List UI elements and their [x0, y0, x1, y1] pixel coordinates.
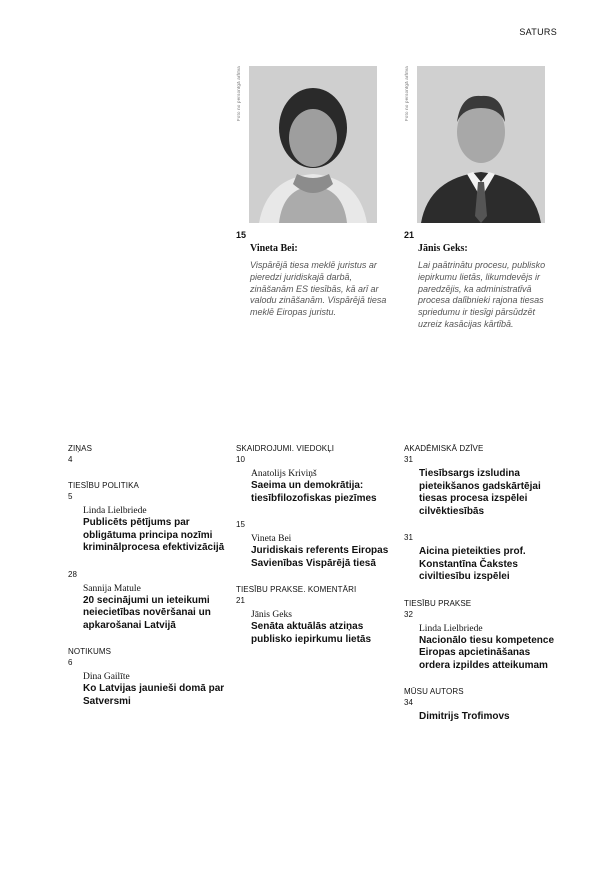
page-number: 10	[236, 455, 245, 464]
portrait-photo	[249, 66, 377, 223]
toc-column	[68, 443, 228, 722]
toc-section	[68, 646, 228, 708]
feature-page-number: 15	[236, 230, 247, 240]
article-title[interactable]: Ko Latvijas jaunieši domā par Satversmi	[83, 683, 225, 707]
article-title[interactable]: Aicina pieteikties prof. Konstantīna Čakstes civiltiesību izspēlei	[419, 546, 526, 582]
feature-quote: Lai paātrinātu procesu, publisko iepirkumu lietās, likumdevējs ir paredzējis, ka administratīvā procesa dalībnieki rajona tiesas spriedumu ir tiesīgi pārsūdzēt uzreiz kasācijas kārtībā.	[418, 260, 546, 329]
toc-entry[interactable]	[68, 491, 228, 555]
page-number: 6	[68, 658, 73, 667]
toc-column	[404, 443, 564, 738]
page-number: 32	[404, 609, 413, 619]
article-title[interactable]: Tiesībsargs izsludina pieteikšanos gadskārtējai tiesas procesa izspēlei cilvēktiesībās	[419, 468, 541, 517]
page-number: 21	[236, 596, 245, 605]
toc-section	[404, 598, 564, 673]
photo-credit: Foto no personīgā arhīva	[404, 66, 409, 122]
toc-entry[interactable]	[68, 657, 228, 708]
feature-person-name: Jānis Geks:	[418, 243, 468, 254]
page-number: 34	[404, 698, 413, 707]
article-author: Linda Lielbriede	[83, 506, 147, 516]
section-category: TIESĪBU PRAKSE. KOMENTĀRI	[236, 585, 357, 594]
toc-entry[interactable]	[236, 519, 396, 570]
article-author: Jānis Geks	[251, 610, 292, 620]
article-author: Linda Lielbriede	[419, 623, 483, 634]
page-number: 5	[68, 492, 73, 501]
toc-section	[404, 443, 564, 584]
article-author: Vineta Bei	[251, 534, 292, 544]
article-title[interactable]: 20 secinājumi un ieteikumi neiecietības novēršanai un apkarošanai Latvijā	[83, 594, 211, 631]
article-author: Dina Gailīte	[83, 672, 130, 682]
article-title[interactable]: Senāta aktuālās atziņas publisko iepirkumu lietās	[251, 621, 372, 645]
portrait-photo	[417, 66, 545, 223]
section-category: TIESĪBU POLITIKA	[68, 481, 139, 490]
feature-person-name: Vineta Bei:	[250, 243, 298, 254]
feature-quote: Vispārējā tiesa meklē juristus ar pieredzi juridiskajā darbā, zināšanām ES tiesībās, kā arī ar valodu zināšanām. Vispārējā tiesa meklē Eiropas juristu.	[250, 260, 387, 318]
page-number: 4	[68, 455, 73, 464]
toc-section	[68, 443, 228, 466]
article-title[interactable]: Publicēts pētījums par obligātuma principa nozīmi kriminālprocesa efektivizācijā	[83, 517, 225, 553]
section-category: MŪSU AUTORS	[404, 687, 464, 696]
toc-entry[interactable]	[68, 454, 228, 466]
article-author: Sannija Matule	[83, 583, 141, 594]
toc-entry[interactable]	[404, 697, 564, 724]
article-title[interactable]: Dimitrijs Trofimovs	[419, 711, 510, 722]
section-category: TIESĪBU PRAKSE	[404, 598, 472, 608]
photo-credit: Foto no personīgā arhīva	[236, 66, 241, 122]
section-category: NOTIKUMS	[68, 647, 112, 656]
toc-entry[interactable]	[236, 454, 396, 505]
page-number: 15	[236, 520, 245, 529]
toc-section	[404, 686, 564, 724]
toc-entry[interactable]	[404, 609, 564, 673]
feature-page-number: 21	[404, 230, 415, 240]
toc-column	[236, 443, 396, 660]
toc-section	[236, 443, 396, 570]
page-header: SATURS	[519, 27, 557, 37]
toc-entry[interactable]	[404, 454, 564, 518]
page-number: 28	[68, 569, 77, 579]
toc-entry[interactable]	[236, 595, 396, 646]
toc-entry[interactable]	[404, 532, 564, 584]
toc-section	[68, 480, 228, 632]
article-title[interactable]: Juridiskais referents Eiropas Savienības Vispārējā tiesā	[251, 545, 389, 569]
toc-entry[interactable]	[68, 569, 228, 633]
section-category: AKADĒMISKĀ DZĪVE	[404, 444, 484, 453]
section-category: SKAIDROJUMI. VIEDOKĻI	[236, 444, 335, 453]
section-category: ZIŅAS	[68, 444, 93, 453]
article-author: Anatolijs Kriviņš	[251, 469, 317, 479]
page-number: 31	[404, 533, 413, 542]
article-title[interactable]: Nacionālo tiesu kompetence Eiropas apcietināšanas ordera izpildes atteikumam	[419, 634, 555, 671]
page-number: 31	[404, 455, 413, 464]
article-title[interactable]: Saeima un demokrātija: tiesībfilozofiskas piezīmes	[251, 480, 377, 504]
toc-section	[236, 584, 396, 646]
